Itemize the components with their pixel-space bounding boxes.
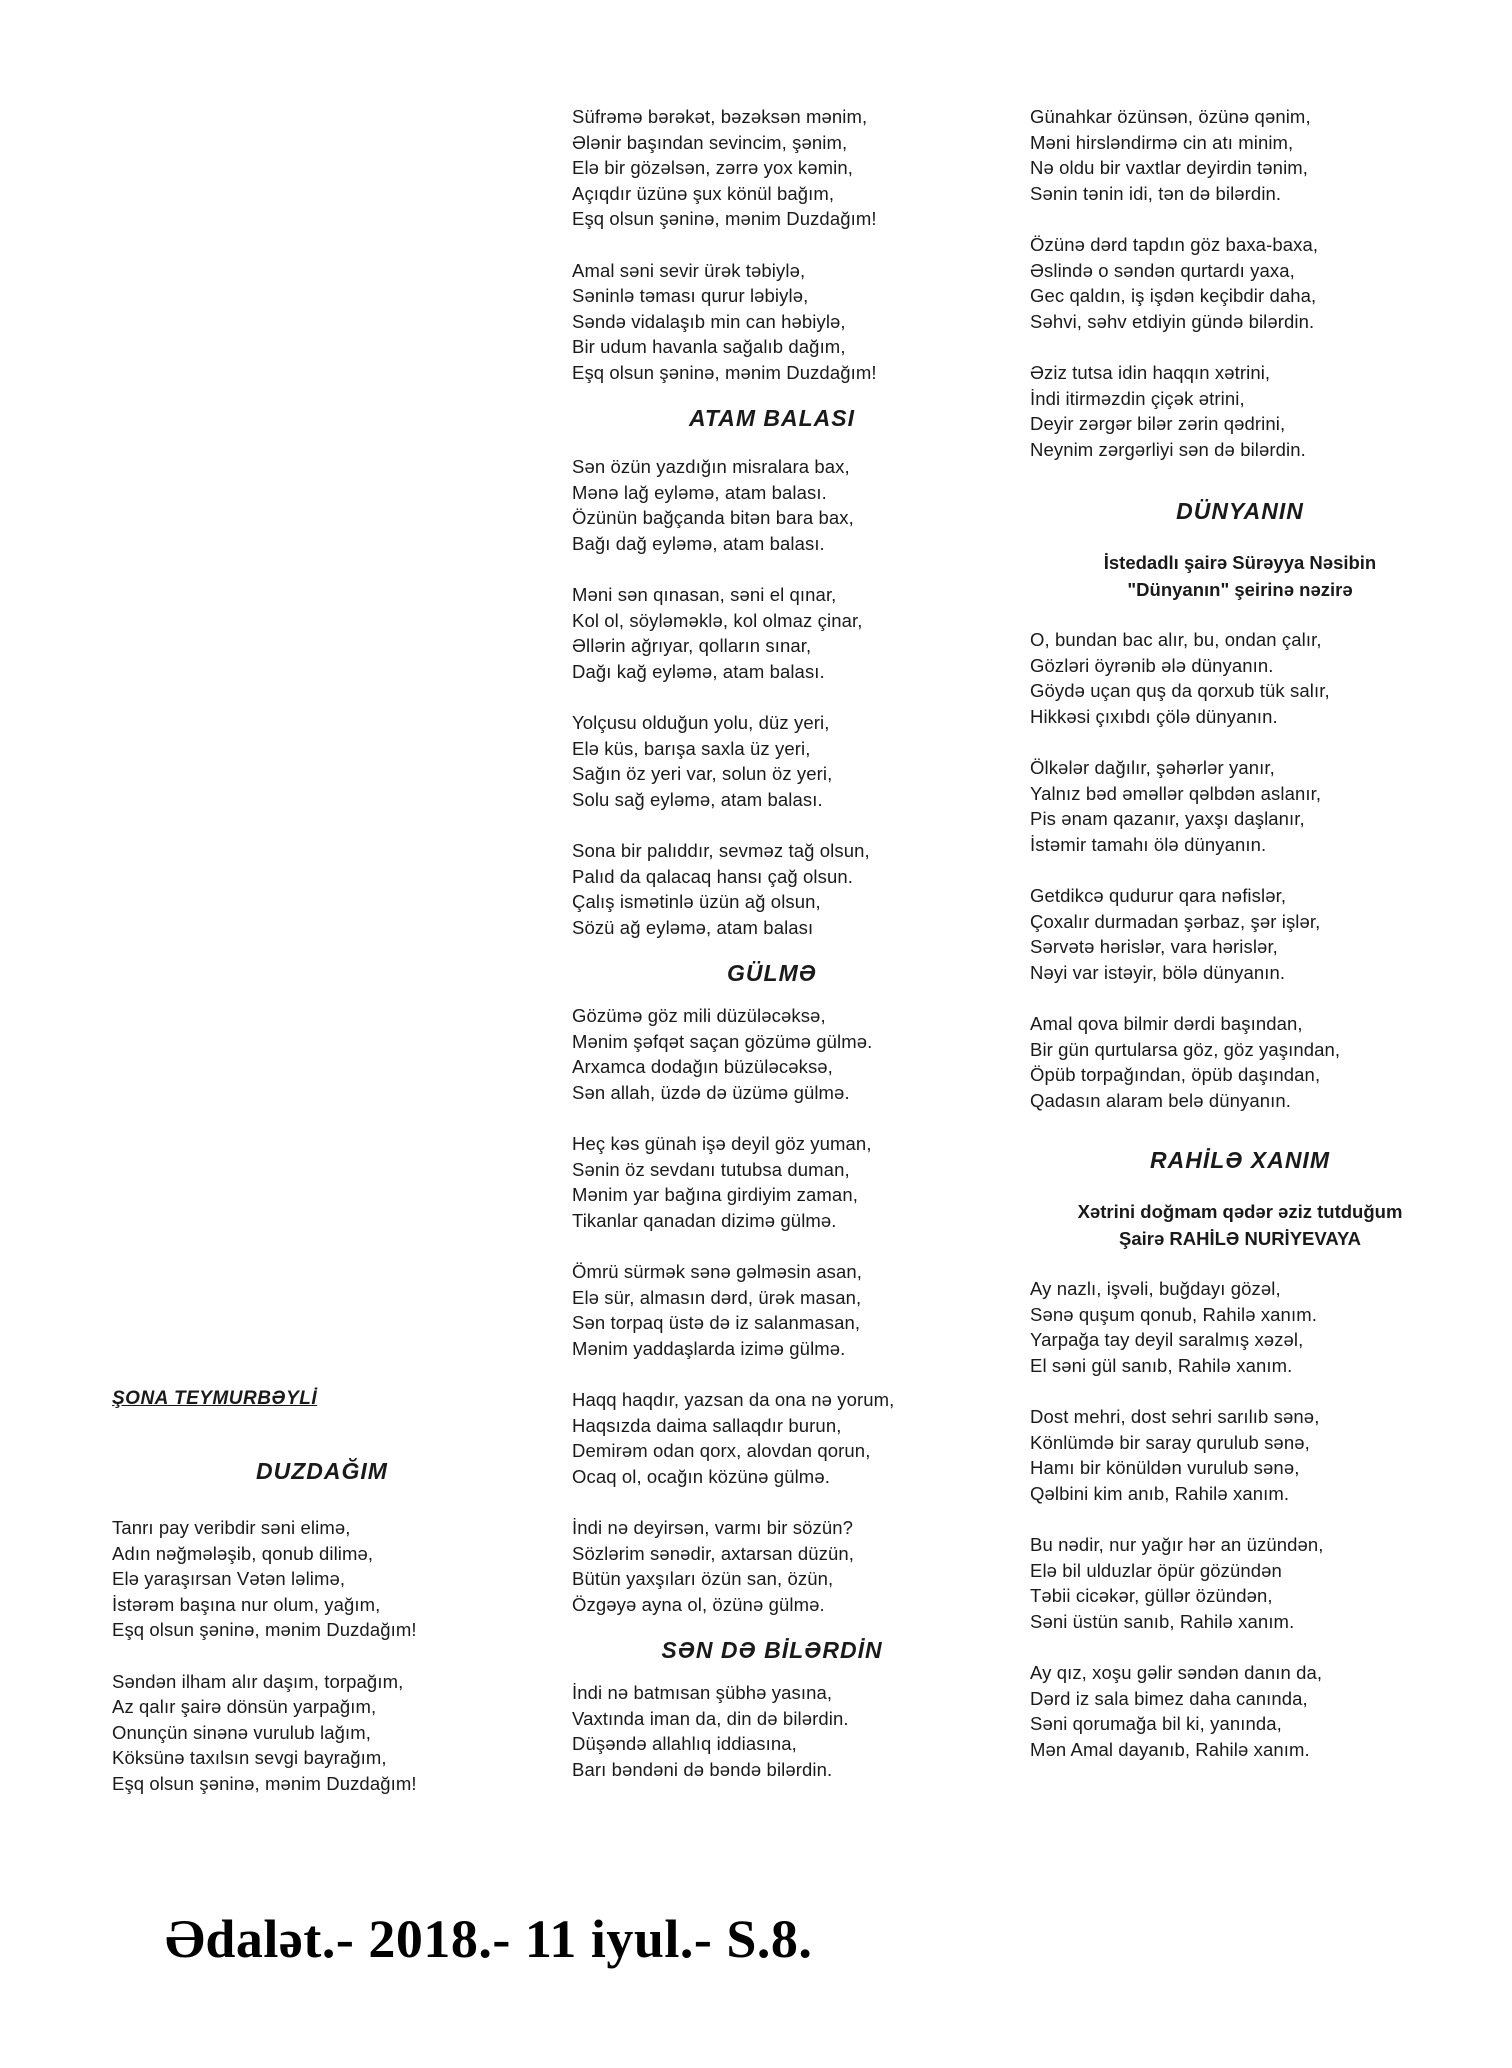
poem-line: Əllərin ağrıyar, qolların sınar, — [572, 635, 812, 656]
poem-line: Elə yaraşırsan Vətən ləlimə, — [112, 1568, 346, 1589]
stanza — [1030, 883, 1450, 985]
poem-line: Palıd da qalacaq hansı çağ olsun. — [572, 865, 853, 887]
author-name: ŞONA TEYMURBƏYLİ — [112, 1388, 318, 1409]
poem-line: Heç kəs günah işə deyil göz yuman, — [572, 1133, 872, 1154]
stanza — [572, 454, 992, 556]
poem-body-sen-de-bilerdin — [572, 1680, 992, 1782]
poem-line: Düşəndə allahlıq iddiasına, — [572, 1733, 797, 1754]
poem-line: Təbii cicəkər, güllər özündən, — [1030, 1585, 1273, 1606]
poem-line: Elə bil ulduzlar öpür gözündən — [1030, 1559, 1282, 1581]
poem-line: Çalış ismətinlə üzün ağ olsun, — [572, 891, 821, 912]
poem-line: Haqq haqdır, yazsan da ona nə yorum, — [572, 1389, 895, 1410]
poem-title-dunyanin: DÜNYANIN — [1176, 498, 1304, 524]
poem-line: İstərəm başına nur olum, yağım, — [112, 1593, 381, 1615]
poem-line: Bütün yaxşıları özün san, özün, — [572, 1568, 834, 1589]
poem-line: Eşq olsun şəninə, mənim Duzdağım! — [112, 1772, 417, 1794]
poem-line: Tanrı pay veribdir səni elimə, — [112, 1517, 351, 1538]
poem-line: Sənin tənin idi, tən də bilərdin. — [1030, 182, 1282, 204]
poem-line: İndi nə deyirsən, varmı bir sözün? — [572, 1517, 854, 1538]
poem-line: Sən torpaq üstə də iz salanmasan, — [572, 1312, 861, 1333]
poem-line: Ocaq ol, ocağın közünə gülmə. — [572, 1465, 830, 1487]
poem-line: Kol ol, söyləməklə, kol olmaz çinar, — [572, 609, 863, 631]
stanza — [1030, 1532, 1450, 1634]
poem-line: Nəyi var istəyir, bölə dünyanın. — [1030, 961, 1286, 983]
poem-line: Az qalır şairə dönsün yarpağım, — [112, 1696, 377, 1717]
stanza — [572, 1680, 992, 1782]
poem-line: Günahkar özünsən, özünə qənim, — [1030, 106, 1311, 127]
poem-line: Amal qova bilmir dərdi başından, — [1030, 1013, 1303, 1034]
poem-line: Ələnir başından sevincim, şənim, — [572, 131, 848, 153]
poem-title-gulme: GÜLMƏ — [727, 960, 817, 986]
stanza — [572, 104, 992, 232]
poem-line: Elə sür, almasın dərd, ürək masan, — [572, 1286, 862, 1308]
poem-line: Mənim yar bağına girdiyim zaman, — [572, 1184, 858, 1205]
poem-line: Səninlə təması qurur ləbiylə, — [572, 285, 809, 306]
poem-title-rahile-xanim: RAHİLƏ XANIM — [1150, 1147, 1330, 1173]
poem-line: Məni sən qınasan, səni el qınar, — [572, 584, 837, 605]
poem-line: Hikkəsi çıxıbdı çölə dünyanın. — [1030, 705, 1278, 727]
poem-body-gulme — [572, 1003, 992, 1617]
poem-line: Səni qorumağa bil ki, yanında, — [1030, 1713, 1282, 1734]
poem-body-duzdagim — [112, 1515, 512, 1796]
poem-line: Qadasın alaram belə dünyanın. — [1030, 1089, 1292, 1111]
poem-line: Amal səni sevir ürək təbiylə, — [572, 259, 806, 281]
poem-line: Mənim şəfqət saçan gözümə gülmə. — [572, 1030, 873, 1052]
poem-line: Gec qaldın, iş işdən keçibdir daha, — [1030, 285, 1317, 306]
dedication-rahile-xanim — [1030, 1198, 1450, 1252]
poem-line: Haqsızda daima sallaqdır burun, — [572, 1414, 842, 1436]
stanza — [1030, 1276, 1450, 1378]
poem-line: Özgəyə ayna ol, özünə gülmə. — [572, 1593, 825, 1615]
poem-line: Açıqdır üzünə şux könül bağım, — [572, 182, 835, 204]
poem-line: Bir gün qurtularsa göz, göz yaşından, — [1030, 1038, 1341, 1060]
poem-line: Ölkələr dağılır, şəhərlər yanır, — [1030, 757, 1275, 778]
poem-line: Köksünə taxılsın sevgi bayrağım, — [112, 1747, 387, 1768]
column-3 — [1030, 104, 1450, 1788]
poem-line: Tikanlar qanadan dizimə gülmə. — [572, 1209, 837, 1231]
poem-line: Sənə quşum qonub, Rahilə xanım. — [1030, 1303, 1317, 1325]
poem-line: Gözləri öyrənib ələ dünyanın. — [1030, 654, 1274, 676]
poem-line: Özünə dərd tapdın göz baxa-baxa, — [1030, 234, 1319, 255]
column-2 — [572, 104, 992, 1808]
poem-line: Səndən ilham alır daşım, torpağım, — [112, 1670, 404, 1692]
poem-line: Ay nazlı, işvəli, buğdayı gözəl, — [1030, 1278, 1281, 1299]
poem-line: Mən Amal dayanıb, Rahilə xanım. — [1030, 1738, 1310, 1760]
dedication-dunyanin — [1030, 549, 1450, 603]
stanza — [572, 710, 992, 812]
stanza — [572, 1003, 992, 1105]
poem-line: Sərvətə hərislər, vara hərislər, — [1030, 936, 1278, 957]
dedication-line: İstedadlı şairə Sürəyya Nəsibin — [1103, 552, 1377, 573]
poem-title-sen-de-bilerdin: SƏN DƏ BİLƏRDİN — [661, 1637, 883, 1663]
poem-line: Eşq olsun şəninə, mənim Duzdağım! — [572, 361, 877, 383]
stanza — [1030, 1404, 1450, 1506]
poem-line: Süfrəmə bərəkət, bəzəksən mənim, — [572, 106, 868, 127]
poem-line: Sən özün yazdığın misralara bax, — [572, 456, 850, 477]
poem-line: İstəmir tamahı ölə dünyanın. — [1030, 833, 1267, 855]
poem-line: El səni gül sanıb, Rahilə xanım. — [1030, 1354, 1293, 1376]
column-1 — [112, 1458, 512, 1822]
dedication-line: Xətrini doğmam qədər əziz tutduğum — [1077, 1201, 1403, 1222]
poem-line: Deyir zərgər bilər zərin qədrini, — [1030, 413, 1286, 434]
poem-body-atam-balasi — [572, 454, 992, 940]
stanza — [572, 258, 992, 386]
poem-line: Əslində o səndən qurtardı yaxa, — [1030, 259, 1295, 281]
poem-continuation-sen-de-bilerdin — [1030, 104, 1450, 462]
stanza — [1030, 232, 1450, 334]
poem-line: Əziz tutsa idin haqqın xətrini, — [1030, 362, 1271, 383]
stanza — [572, 838, 992, 940]
poem-line: Göydə uçan quş da qorxub tük salır, — [1030, 680, 1330, 701]
poem-line: O, bundan bac alır, bu, ondan çalır, — [1030, 629, 1322, 650]
poem-body-rahile-xanim — [1030, 1276, 1450, 1762]
poem-line: Barı bəndəni də bəndə bilərdin. — [572, 1758, 833, 1780]
poem-title-duzdagim: DUZDAĞIM — [256, 1458, 388, 1484]
poem-line: Sağın öz yeri var, solun öz yeri, — [572, 763, 833, 784]
poem-line: Adın nəğmələşib, qonub dilimə, — [112, 1542, 374, 1564]
poem-line: Nə oldu bir vaxtlar deyirdin tənim, — [1030, 157, 1309, 178]
poem-line: Neynim zərgərliyi sən də bilərdin. — [1030, 438, 1306, 460]
poem-line: Sənin öz sevdanı tutubsa duman, — [572, 1158, 850, 1180]
source-citation: Ədalət.- 2018.- 11 iyul.- S.8. — [165, 1909, 813, 1969]
poem-line: Gözümə göz mili düzüləcəksə, — [572, 1005, 826, 1026]
poem-line: İndi nə batmısan şübhə yasına, — [572, 1682, 833, 1703]
poem-line: Sözü ağ eyləmə, atam balası — [572, 916, 814, 938]
poem-line: Bağı dağ eyləmə, atam balası. — [572, 532, 825, 554]
poem-line: Yalnız bəd əməllər qəlbdən aslanır, — [1030, 782, 1322, 804]
poem-line: Bir udum havanla sağalıb dağım, — [572, 336, 846, 357]
poem-line: Vaxtında iman da, din də bilərdin. — [572, 1707, 849, 1729]
poem-line: Sona bir palıddır, sevməz tağ olsun, — [572, 840, 870, 861]
poem-body-dunyanin — [1030, 627, 1450, 1113]
poem-line: Hamı bir könüldən vurulub sənə, — [1030, 1457, 1300, 1478]
poem-line: Ömrü sürmək sənə gəlməsin asan, — [572, 1261, 862, 1282]
stanza — [572, 582, 992, 684]
poem-line: Mənə lağ eyləmə, atam balası. — [572, 481, 827, 503]
poem-line: Elə küs, barışa saxla üz yeri, — [572, 737, 811, 759]
stanza — [572, 1259, 992, 1361]
poem-line: Sözlərim sənədir, axtarsan düzün, — [572, 1542, 854, 1564]
poem-line: Elə bir gözəlsən, zərrə yox kəmin, — [572, 157, 854, 178]
poem-line: Eşq olsun şəninə, mənim Duzdağım! — [572, 208, 877, 229]
poem-line: Səni üstün sanıb, Rahilə xanım. — [1030, 1610, 1295, 1632]
poem-line: Solu sağ eyləmə, atam balası. — [572, 788, 823, 810]
poem-line: Bu nədir, nur yağır hər an üzündən, — [1030, 1534, 1324, 1555]
poem-line: Dost mehri, dost sehri sarılıb sənə, — [1030, 1406, 1320, 1427]
poem-line: Qəlbini kim anıb, Rahilə xanım. — [1030, 1482, 1290, 1504]
stanza — [112, 1669, 512, 1797]
poem-line: Səndə vidalaşıb min can həbiylə, — [572, 310, 846, 332]
stanza — [1030, 755, 1450, 857]
stanza — [1030, 104, 1450, 206]
poem-line: Onunçün sinənə vurulub lağım, — [112, 1721, 371, 1743]
poem-line: Öpüb torpağından, öpüb daşından, — [1030, 1064, 1321, 1085]
stanza — [112, 1515, 512, 1643]
poem-line: Çoxalır durmadan şərbaz, şər işlər, — [1030, 910, 1321, 932]
poem-line: Səhvi, səhv etdiyin gündə bilərdin. — [1030, 310, 1315, 332]
stanza — [1030, 1660, 1450, 1762]
poem-line: Sən allah, üzdə də üzümə gülmə. — [572, 1081, 850, 1103]
stanza — [1030, 627, 1450, 729]
poem-line: Mənim yaddaşlarda izimə gülmə. — [572, 1337, 846, 1359]
poem-line: Demirəm odan qorx, alovdan qorun, — [572, 1440, 871, 1461]
stanza — [572, 1387, 992, 1489]
poem-line: Özünün bağçanda bitən bara bax, — [572, 507, 854, 528]
poem-line: Ay qız, xoşu gəlir səndən danın da, — [1030, 1662, 1323, 1683]
stanza — [1030, 360, 1450, 462]
poem-line: Getdikcə qudurur qara nəfislər, — [1030, 885, 1287, 906]
poem-line: Dağı kağ eyləmə, atam balası. — [572, 660, 825, 682]
poem-line: Arxamca dodağın büzüləcəksə, — [572, 1056, 833, 1077]
poem-line: Eşq olsun şəninə, mənim Duzdağım! — [112, 1619, 417, 1640]
poem-line: Yolçusu olduğun yolu, düz yeri, — [572, 712, 830, 733]
dedication-line: Şairə RAHİLƏ NURİYEVAYA — [1118, 1228, 1362, 1249]
poem-line: Məni hirsləndirmə cin atı minim, — [1030, 131, 1294, 153]
poem-line: Könlümdə bir saray qurulub sənə, — [1030, 1431, 1310, 1453]
dedication-line: "Dünyanın" şeirinə nəzirə — [1127, 579, 1353, 600]
stanza — [572, 1515, 992, 1617]
poem-continuation-duzdagim — [572, 104, 992, 385]
poem-line: Pis ənam qazanır, yaxşı daşlanır, — [1030, 808, 1305, 829]
stanza — [572, 1131, 992, 1233]
poem-line: İndi itirməzdin çiçək ətrini, — [1030, 387, 1245, 409]
poem-line: Dərd iz sala bimez daha canında, — [1030, 1687, 1308, 1709]
poem-title-atam-balasi: ATAM BALASI — [688, 405, 855, 431]
stanza — [1030, 1011, 1450, 1113]
poem-line: Yarpağa tay deyil saralmış xəzəl, — [1030, 1329, 1304, 1350]
